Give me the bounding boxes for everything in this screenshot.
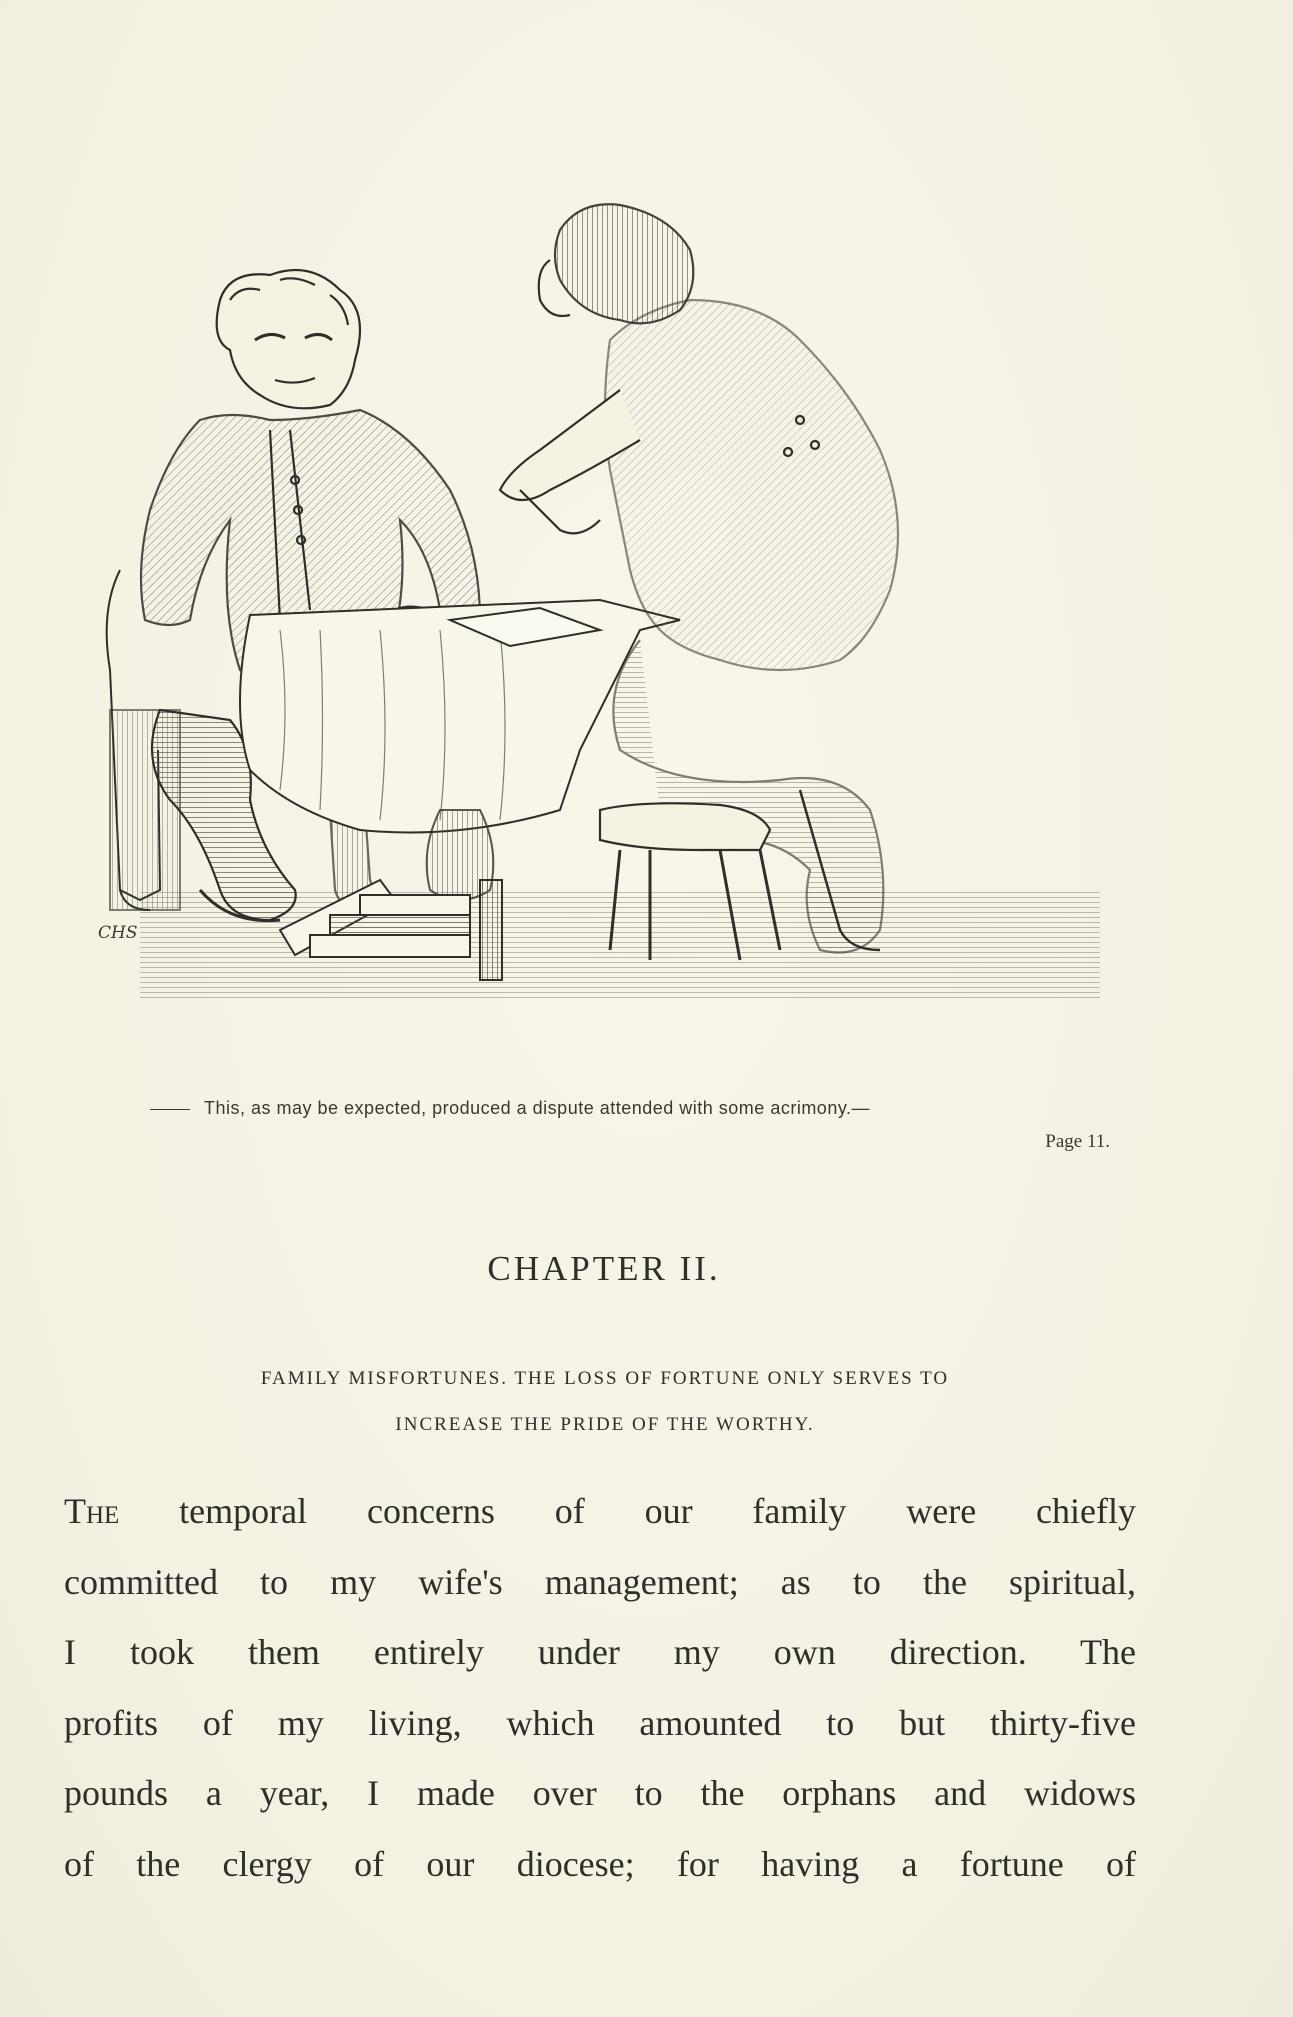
body-line-text: committed to my wife's management; as to the spiritual, (64, 1561, 1136, 1602)
illustration-drawing (80, 190, 1120, 1030)
body-line (64, 1547, 1136, 1618)
body-line-text: of the clergy of our diocese; for having a fortune of (64, 1843, 1136, 1884)
illustration-caption (150, 1098, 1050, 1119)
body-line (64, 1688, 1136, 1759)
drop-lead-word: The (64, 1491, 120, 1531)
table-with-cloth (240, 600, 680, 900)
chapter-subtitle (110, 1356, 1100, 1448)
body-line-text: profits of my living, which amounted to but thirty-five (64, 1702, 1136, 1743)
body-line-text: pounds a year, I made over to the orphans and widows (64, 1773, 1136, 1813)
chapter-subtitle-line-1: FAMILY MISFORTUNES. THE LOSS OF FORTUNE ONLY SERVES TO (260, 1368, 950, 1389)
caption-dash (150, 1109, 190, 1110)
body-line-text: temporal concerns of our family were chiefly (119, 1491, 1136, 1531)
leaning-man-figure (500, 204, 898, 960)
body-paragraph (64, 1476, 1136, 1899)
chapter-subtitle-line-2: INCREASE THE PRIDE OF THE WORTHY. (395, 1414, 815, 1435)
caption-text: This, as may be expected, produced a dispute attended with some acrimony.— (204, 1098, 870, 1118)
body-line (64, 1617, 1136, 1688)
engraving-illustration (80, 190, 1120, 1030)
page-reference: Page 11. (1045, 1131, 1110, 1152)
body-line (64, 1829, 1136, 1900)
body-line-text: I took them entirely under my own direction. The (64, 1632, 1136, 1672)
artist-signature: CHS (98, 923, 138, 943)
body-line (64, 1758, 1136, 1829)
chapter-title: CHAPTER II. (487, 1249, 721, 1288)
body-line (64, 1476, 1136, 1547)
